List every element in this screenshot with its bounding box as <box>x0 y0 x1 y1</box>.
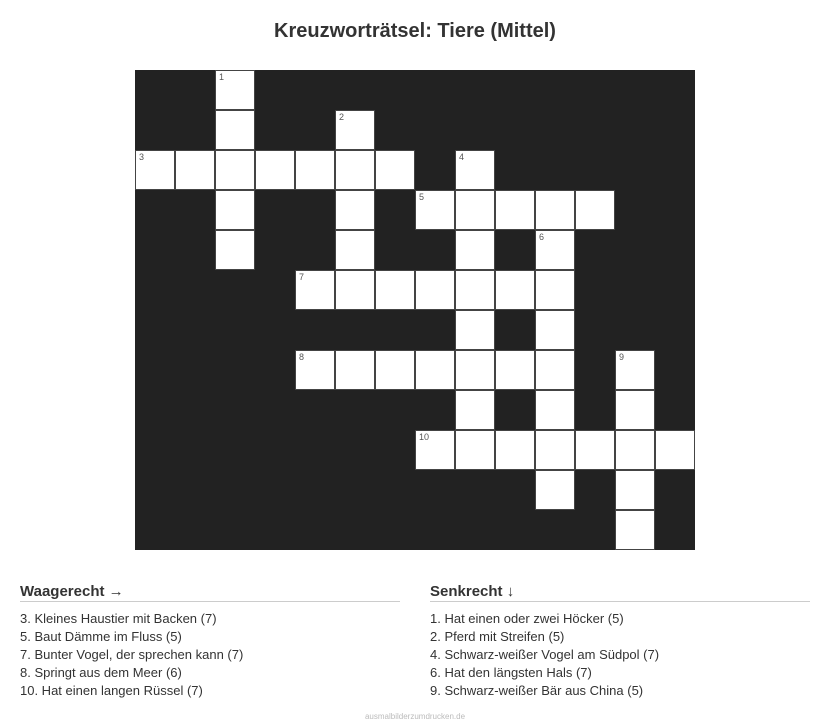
grid-cell[interactable] <box>615 390 655 430</box>
grid-cell[interactable] <box>535 310 575 350</box>
crossword-grid <box>135 70 695 550</box>
grid-cell[interactable] <box>535 350 575 390</box>
clue-number: 2 <box>339 112 345 122</box>
grid-cell[interactable] <box>375 270 415 310</box>
grid-cell[interactable] <box>615 470 655 510</box>
grid-cell[interactable] <box>535 270 575 310</box>
grid-cell[interactable] <box>215 190 255 230</box>
grid-cell[interactable] <box>415 350 455 390</box>
clue-number: 10 <box>419 432 430 442</box>
grid-cell[interactable] <box>295 350 335 390</box>
grid-cell[interactable] <box>415 430 455 470</box>
grid-cell[interactable] <box>615 350 655 390</box>
grid-cell[interactable] <box>335 270 375 310</box>
footer-credit: ausmalbilderzumdrucken.de <box>364 712 466 721</box>
grid-cell[interactable] <box>455 430 495 470</box>
clue-down-9: 9. Schwarz-weißer Bär aus China (5) <box>430 683 644 698</box>
down-clue-list <box>430 610 810 700</box>
grid-cell[interactable] <box>455 310 495 350</box>
across-clues <box>20 583 400 700</box>
clue-number: 5 <box>419 192 425 202</box>
clue-number: 1 <box>219 72 225 82</box>
grid-cell[interactable] <box>455 190 495 230</box>
clue-number: 9 <box>619 352 625 362</box>
grid-cell[interactable] <box>535 190 575 230</box>
grid-cell[interactable] <box>455 150 495 190</box>
grid-cell[interactable] <box>335 190 375 230</box>
across-clue-list <box>20 610 400 700</box>
clue-number: 6 <box>539 232 545 242</box>
grid-cell[interactable] <box>615 510 655 550</box>
grid-cell[interactable] <box>455 350 495 390</box>
grid-cell[interactable] <box>295 150 335 190</box>
grid-cell[interactable] <box>135 150 175 190</box>
grid-cell[interactable] <box>455 230 495 270</box>
grid-cell[interactable] <box>535 390 575 430</box>
clue-number: 3 <box>139 152 145 162</box>
grid-cell[interactable] <box>335 150 375 190</box>
grid-cell[interactable] <box>255 150 295 190</box>
grid-cell[interactable] <box>415 190 455 230</box>
grid-cell[interactable] <box>575 190 615 230</box>
grid-cell[interactable] <box>175 150 215 190</box>
clue-number: 4 <box>459 152 465 162</box>
grid-cell[interactable] <box>215 150 255 190</box>
clue-across-8: 8. Springt aus dem Meer (6) <box>20 665 182 680</box>
grid-cell[interactable] <box>615 430 655 470</box>
grid-cell[interactable] <box>335 350 375 390</box>
grid-cell[interactable] <box>495 430 535 470</box>
grid-cell[interactable] <box>495 190 535 230</box>
grid-cell[interactable] <box>215 110 255 150</box>
grid-cell[interactable] <box>495 270 535 310</box>
clue-number: 7 <box>299 272 305 282</box>
grid-cell[interactable] <box>535 470 575 510</box>
grid-cell[interactable] <box>335 110 375 150</box>
grid-cell[interactable] <box>535 230 575 270</box>
grid-cell[interactable] <box>415 270 455 310</box>
grid-cell[interactable] <box>455 390 495 430</box>
down-heading: Senkrecht ↓ <box>430 583 810 602</box>
grid-cell[interactable] <box>375 150 415 190</box>
clue-down-4: 4. Schwarz-weißer Vogel am Südpol (7) <box>430 647 660 662</box>
grid-cell[interactable] <box>655 430 695 470</box>
clue-down-6: 6. Hat den längsten Hals (7) <box>430 665 592 680</box>
down-clues <box>430 583 810 700</box>
grid-cell[interactable] <box>215 230 255 270</box>
clue-across-10: 10. Hat einen langen Rüssel (7) <box>20 683 203 698</box>
grid-cell[interactable] <box>495 350 535 390</box>
clue-across-3: 3. Kleines Haustier mit Backen (7) <box>20 611 217 626</box>
page-title: Kreuzworträtsel: Tiere (Mittel) <box>274 20 556 42</box>
clue-across-5: 5. Baut Dämme im Fluss (5) <box>20 629 182 644</box>
clue-down-2: 2. Pferd mit Streifen (5) <box>430 629 565 644</box>
grid-cell[interactable] <box>335 230 375 270</box>
clue-down-1: 1. Hat einen oder zwei Höcker (5) <box>430 611 624 626</box>
grid-cell[interactable] <box>535 430 575 470</box>
clue-across-7: 7. Bunter Vogel, der sprechen kann (7) <box>20 647 244 662</box>
grid-cell[interactable] <box>295 270 335 310</box>
across-heading: Waagerecht → <box>20 583 400 602</box>
grid-cell[interactable] <box>455 270 495 310</box>
grid-cell[interactable] <box>375 350 415 390</box>
clue-number: 8 <box>299 352 305 362</box>
grid-cell[interactable] <box>215 70 255 110</box>
grid-cell[interactable] <box>575 430 615 470</box>
